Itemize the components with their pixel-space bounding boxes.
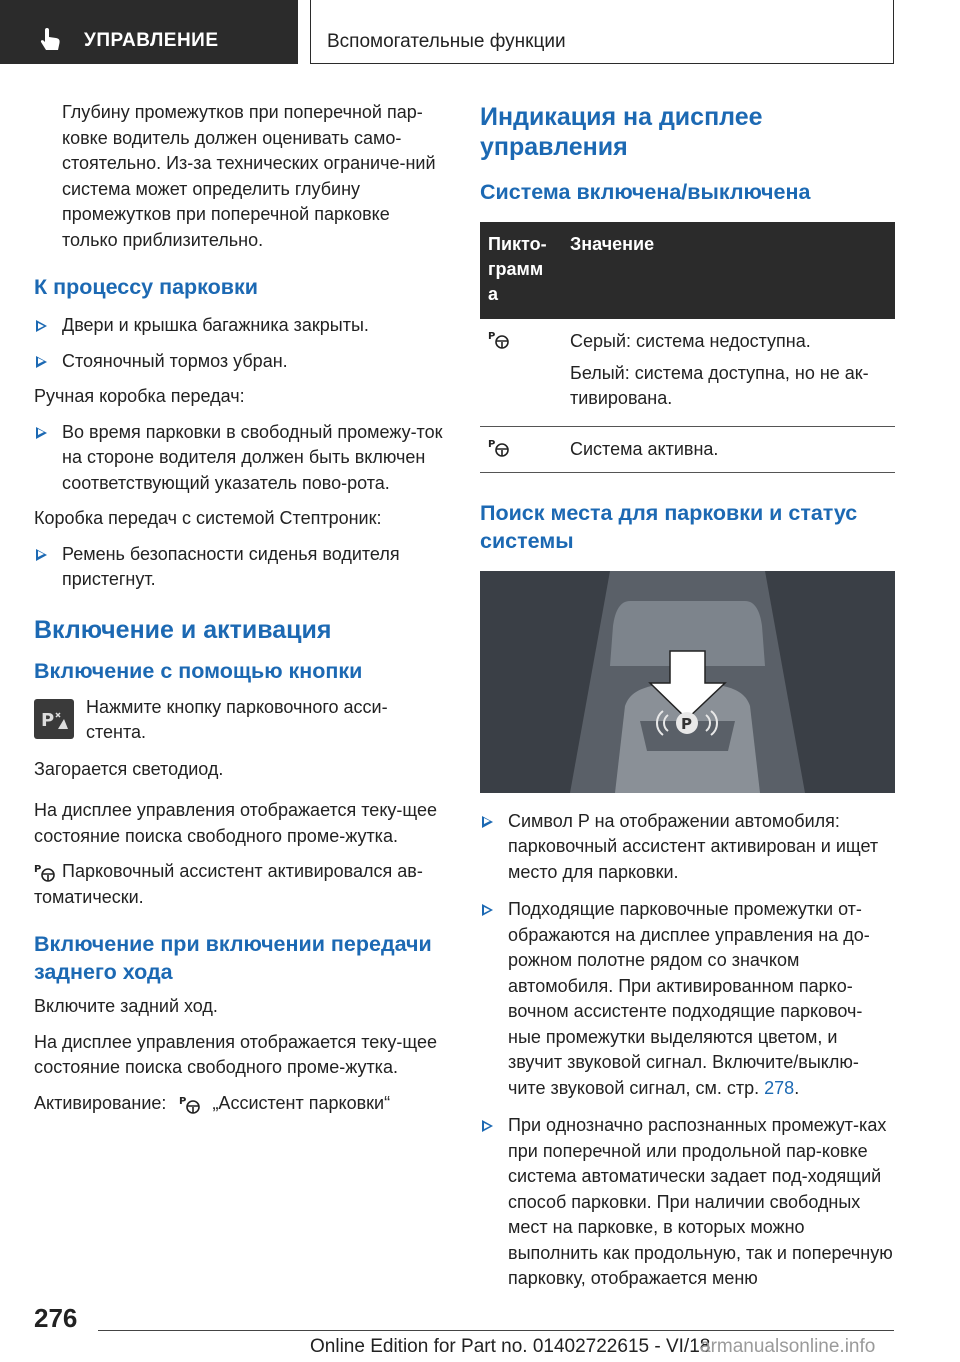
heading-button-activation: Включение с помощью кнопки [34, 658, 363, 683]
pictogram-cell [480, 426, 562, 472]
chapter-header [310, 0, 894, 64]
bullet-triangle-icon [36, 549, 47, 561]
pictogram-cell [480, 319, 562, 426]
auto-activated-text: P Парковочный ассистент активировался ав-томатически. [34, 861, 423, 907]
list-item: При однозначно распознанных промежут-ках при поперечной или продольной пар-ковке система автоматически задает под-ходящий способ парковки. При наличии свободных мест на парковке, в которых можно выполнить как продольную, так и поперечную парковку, отображается меню [480, 1113, 895, 1292]
parking-steering-icon [179, 1094, 201, 1114]
pictogram-table [480, 222, 895, 473]
bullet-triangle-icon [482, 904, 493, 916]
list-item: Подходящие парковочные промежутки от-ображаются на дисплее управления на до-рожном полотне рядом со значком автомобиля. При активированном парко-вочном ассистенте подходящие парковоч-ные промежутки выделяются цветом, и звучит звуковой сигнал. Включите/выклю-чите звуковой сигнал, см. стр. 278. [480, 897, 895, 1101]
edition-text: Online Edition for Part no. 01402722615 - VI/18 [310, 1336, 711, 1357]
bullet-triangle-icon [36, 427, 47, 439]
led-text: Загорается светодиод. [34, 758, 224, 779]
bullet-triangle-icon [36, 356, 47, 368]
bullet-triangle-icon [36, 320, 47, 332]
engage-reverse-text: Включите задний ход. [34, 996, 218, 1016]
button-instruction [34, 695, 446, 747]
activation-line: Активирование: P „Ассистент парковки“ [34, 1092, 391, 1113]
heading-activation: Включение и активация [34, 615, 332, 644]
table-header-row [480, 222, 895, 319]
display-state-text: На дисплее управления отображается теку-щее состояние поиска свободного проме-жутка. [34, 800, 438, 846]
meaning-cell: Система активна. [562, 426, 895, 472]
hand-pointer-icon [38, 26, 64, 52]
parking-steering-icon [488, 329, 510, 349]
intro-paragraph: Глубину промежутков при поперечной пар-ковке водитель должен оценивать само-стоятельно. Из-за технических ограниче-ний система может определить глубину промежутков при поперечной парковке только приблизительно. [62, 102, 436, 250]
footer-divider [98, 1330, 894, 1331]
heading-system-on-off: Система включена/выключена [480, 180, 811, 204]
parking-steering-icon [34, 862, 56, 882]
svg-text:P: P [488, 331, 496, 342]
list-item: Символ P на отображении автомобиля: парковочный ассистент активирован и ищет место для парковки. [480, 809, 895, 886]
svg-text:P: P [34, 864, 42, 876]
heading-parking-search: Поиск места для парковки и статус системы [480, 500, 858, 553]
list-item: Стояночный тормоз убран. [34, 349, 446, 375]
col-meaning: Значение [562, 222, 895, 319]
parking-steering-active-icon [488, 437, 510, 457]
svg-text:P: P [179, 1095, 187, 1107]
list-item: Ремень безопасности сиденья водителя пристегнут. [34, 542, 446, 593]
display-state-text-2: На дисплее управления отображается теку-щее состояние поиска свободного проме-жутка. [34, 1031, 438, 1077]
section-label: УПРАВЛЕНИЕ [84, 30, 219, 51]
parking-display-image [480, 571, 895, 793]
meaning-cell: Серый: система недоступна. Белый: система доступна, но не ак-тивирована. [562, 319, 895, 426]
bullet-triangle-icon [482, 816, 493, 828]
page-number: 276 [34, 1303, 78, 1333]
table-row [480, 319, 895, 426]
col-pictogram: Пикто-грамм а [480, 222, 562, 319]
left-column [34, 100, 446, 1126]
chapter-label: Вспомогательные функции [327, 31, 566, 52]
watermark: armanualsonline.info [700, 1336, 876, 1357]
bullet-triangle-icon [482, 1120, 493, 1132]
heading-reverse-activation: Включение при включении передачи заднего хода [34, 932, 432, 984]
press-button-text: Нажмите кнопку парковочного асси-стента. [86, 696, 388, 742]
svg-text:P: P [41, 709, 55, 731]
page-reference-link[interactable]: 278 [764, 1077, 795, 1098]
parking-assistant-button-icon [34, 699, 74, 739]
list-item: Во время парковки в свободный промежу-ток на стороне водителя должен быть включен соответствующий указатель пово-рота. [34, 420, 446, 497]
heading-control-display: Индикация на дисплее управления [480, 103, 763, 161]
svg-text:P: P [681, 714, 692, 733]
list-item: Двери и крышка багажника закрыты. [34, 313, 446, 339]
section-tab [0, 0, 298, 64]
manual-gearbox-label: Ручная коробка передач: [34, 386, 245, 406]
svg-text:P: P [488, 438, 496, 450]
heading-parking-process: К процессу парковки [34, 275, 258, 299]
table-row [480, 426, 895, 472]
right-column [480, 102, 895, 1302]
steptronic-label: Коробка передач с системой Стептроник: [34, 508, 382, 528]
